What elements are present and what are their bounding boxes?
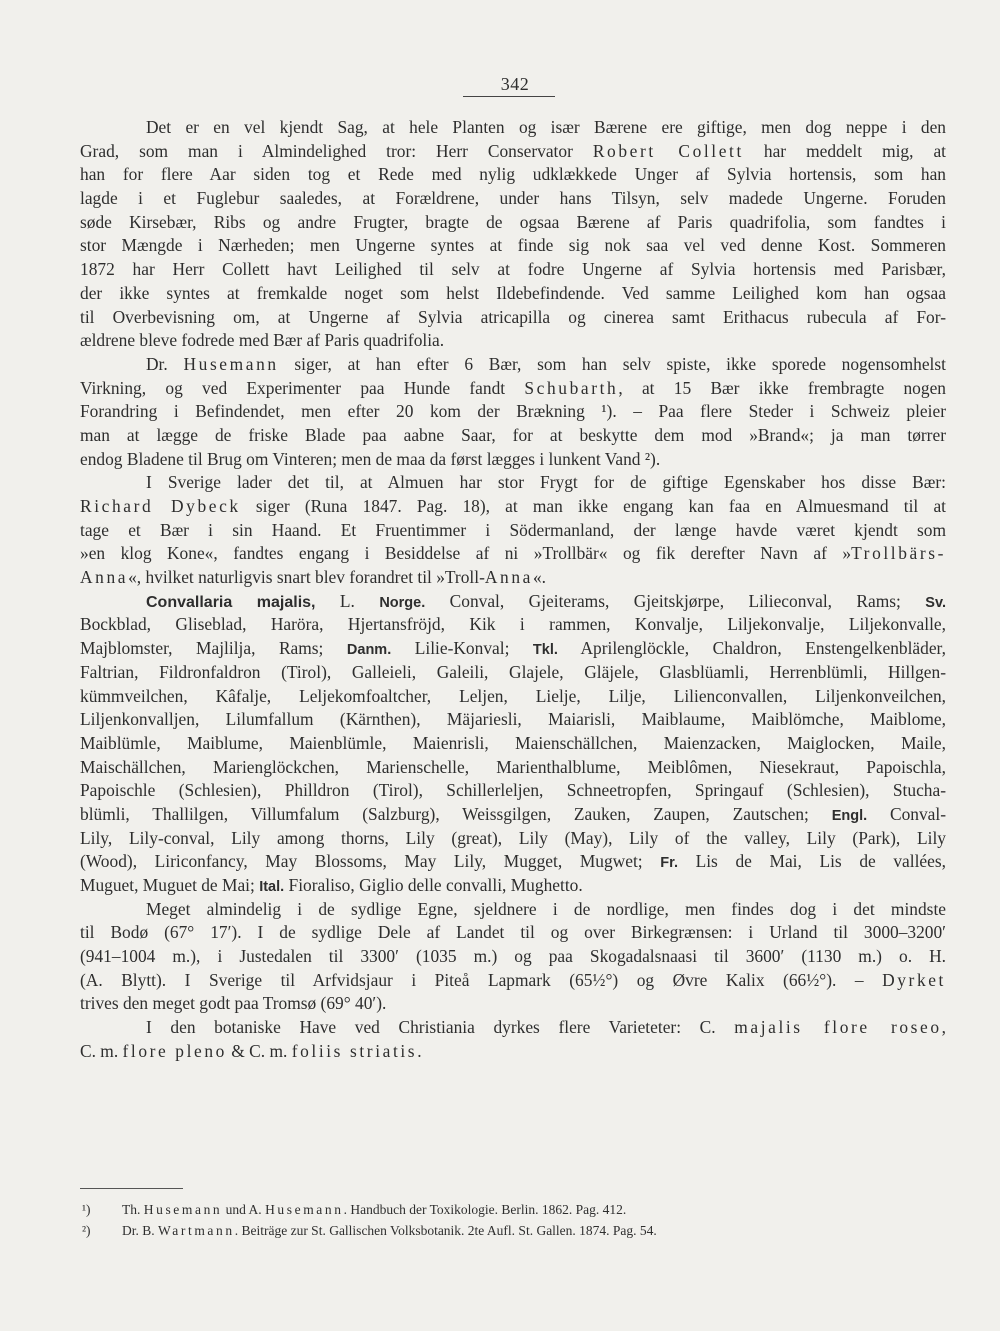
text-line: til Overbevisning om, at Ungerne af Sylvia atricapilla og cinerea samt Erithacus rubecula af For-	[80, 306, 946, 327]
text-line: C. m. flore pleno & C. m. foliis striatis.	[80, 1040, 422, 1061]
text-line: Anna«, hvilket naturligvis snart blev forandret til »Troll-Anna«.	[80, 567, 546, 588]
text-line: Richard Dybeck siger (Runa 1847. Pag. 18), at man ikke engang kan faa en Almuesmand til at	[80, 496, 946, 516]
text-line: til Bodø (67° 17′). I de sydlige Dele af Landet til og over Birkegrænsen: i Urland til 3000–3200′	[80, 922, 946, 943]
text-line: Muguet, Muguet de Mai; Ital. Fioraliso, Giglio delle convalli, Mughetto.	[80, 875, 583, 895]
text-line: 1872 har Herr Collett havt Leilighed til selv at fodre Ungerne af Sylvia hortensis med Parisbær,	[80, 259, 946, 280]
text-line: I den botaniske Have ved Christiania dyrkes flere Varieteter: C. majalis flore roseo,	[146, 1017, 946, 1038]
text-line: Maiblümle, Maiblume, Maienblümle, Maienrisli, Maienschällchen, Maienzacken, Maiglocken, Maile,	[80, 732, 946, 753]
text-line: stor Mængde i Nærheden; men Ungerne syntes at finde sig nok saa vel ved denne Kost. Sommeren	[80, 235, 946, 256]
text-line: Meget almindelig i de sydlige Egne, sjeldnere i de nordlige, men findes dog i det mindste	[146, 898, 946, 919]
footnote-text: Dr. B. Wartmann. Beiträge zur St. Gallischen Volksbotanik. 2te Aufl. St. Gallen. 1874. Pag. 54.	[122, 1223, 657, 1238]
text-line: Dr. Husemann siger, at han efter 6 Bær, som han selv spiste, ikke sporede nogensomhelst	[146, 353, 946, 374]
footnote	[82, 1220, 942, 1241]
text-line: lagde i et Fuglebur saaledes, at Forældrene, under hans Tilsyn, selv madede Ungerne. Foruden	[80, 188, 946, 209]
text-line: (941–1004 m.), i Justedalen til 3300′ (1035 m.) og paa Skogadalsnaasi til 3600′ (1130 m.) o. H.	[80, 946, 946, 967]
body-text	[80, 116, 946, 1064]
text-line: Lily, Lily-conval, Lily among thorns, Lily (great), Lily (May), Lily of the valley, Lily (Park), Lily	[80, 827, 946, 848]
text-line: Maischällchen, Marienglöckchen, Marienschelle, Marienthalblume, Meiblômen, Niesekraut, Papoischla,	[80, 756, 946, 777]
text-line: man at lægge de friske Blade paa aabne Saar, for at beskytte dem mod »Brand«; ja man tørrer	[80, 424, 946, 445]
text-line: han for flere Aar siden tog et Rede med nylig udklækkede Unger af Sylvia hortensis, som han	[80, 164, 946, 185]
footnote-rule	[80, 1188, 183, 1189]
text-line: tage et Bær i sin Haand. Et Fruentimmer i Södermanland, der længe havde været kjendt som	[80, 519, 946, 540]
text-line: (A. Blytt). I Sverige til Arfvidsjaur i Piteå Lapmark (65½°) og Øvre Kalix (66½°). – Dyrket	[80, 969, 946, 990]
text-line: Majblomster, Majlilja, Rams; Danm. Lilie-Konval; Tkl. Aprilenglöckle, Chaldron, Enstengelkenbläder,	[80, 638, 946, 659]
text-line: Det er en vel kjendt Sag, at hele Planten og især Bærene ere giftige, men dog neppe i den	[146, 117, 946, 137]
text-line: der ikke syntes at fremkalde noget som helst Ildebefindende. Ved samme Leilighed kom han ogsaa	[80, 282, 946, 303]
text-line: søde Kirsebær, Ribs og andre Frugter, bragte de ogsaa Bærene af Paris quadrifolia, som fandtes i	[80, 211, 946, 232]
text-line: I Sverige lader det til, at Almuen har stor Frygt for de giftige Egenskaber hos disse Bær:	[146, 472, 946, 493]
page-number-rule	[463, 96, 555, 97]
text-line: Bockblad, Gliseblad, Haröra, Hjertansfröjd, Kik i rammen, Konvalje, Liljekonvalje, Liljekonvalle,	[80, 614, 946, 635]
text-line: kümmveilchen, Kâfalje, Leljekomfoaltcher, Leljen, Lielje, Lilje, Lilienconvallen, Liljenkonveilchen,	[80, 685, 946, 706]
text-line: endog Bladene til Brug om Vinteren; men de maa da først lægges i lunkent Vand ²).	[80, 448, 661, 469]
text-line: Virkning, og ved Experimenter paa Hunde fandt Schubarth, at 15 Bær ikke frembragte nogen	[80, 377, 946, 398]
text-line: Grad, som man i Almindelighed tror: Herr Conservator Robert Collett har meddelt mig, at	[80, 140, 946, 161]
text-line: Forandring i Befindendet, men efter 20 kom der Brækning ¹). – Paa flere Steder i Schweiz pleier	[80, 401, 946, 422]
footnote-text: Th. Husemann und A. Husemann. Handbuch der Toxikologie. Berlin. 1862. Pag. 412.	[122, 1202, 627, 1217]
footnote-mark: ¹)	[82, 1202, 91, 1217]
text-line: blümli, Thallilgen, Villumfalum (Salzburg), Weissgilgen, Zauken, Zaupen, Zautschen; Engl. Conval-	[80, 803, 946, 824]
text-line: Faltrian, Fildronfaldron (Tirol), Galleieli, Galeili, Glajele, Gläjele, Glasblüamli, Herrenblümli, Hillgen-	[80, 661, 946, 682]
footnote	[82, 1199, 942, 1220]
footnote-mark: ²)	[82, 1223, 91, 1238]
species-heading-line: Convallaria majalis, L. Norge. Conval, Gjeiterams, Gjeitskjørpe, Lilieconval, Rams; Sv.	[146, 590, 946, 611]
text-line: Papoischle (Schlesien), Philldron (Tirol), Schillerleljen, Schneetropfen, Springauf (Schlesien), Stucha-	[80, 780, 946, 801]
text-line: (Wood), Liriconfancy, May Blossoms, May Lily, Mugget, Mugwet; Fr. Lis de Mai, Lis de vallées,	[80, 851, 946, 872]
text-line: ældrene bleve fodrede med Bær af Paris quadrifolia.	[80, 330, 445, 351]
text-line: Liljenkonvalljen, Lilumfallum (Kärnthen), Mäjariesli, Maiarisli, Maiblaume, Maiblömche, Maiblome,	[80, 709, 946, 730]
text-line: »en klog Kone«, fandtes engang i Besiddelse af ni »Trollbär« og fik derefter Navn af »Trollbärs-	[80, 543, 946, 564]
footnotes	[82, 1199, 942, 1241]
page-number: 342	[500, 74, 530, 94]
text-line: trives den meget godt paa Tromsø (69° 40′).	[80, 993, 387, 1014]
